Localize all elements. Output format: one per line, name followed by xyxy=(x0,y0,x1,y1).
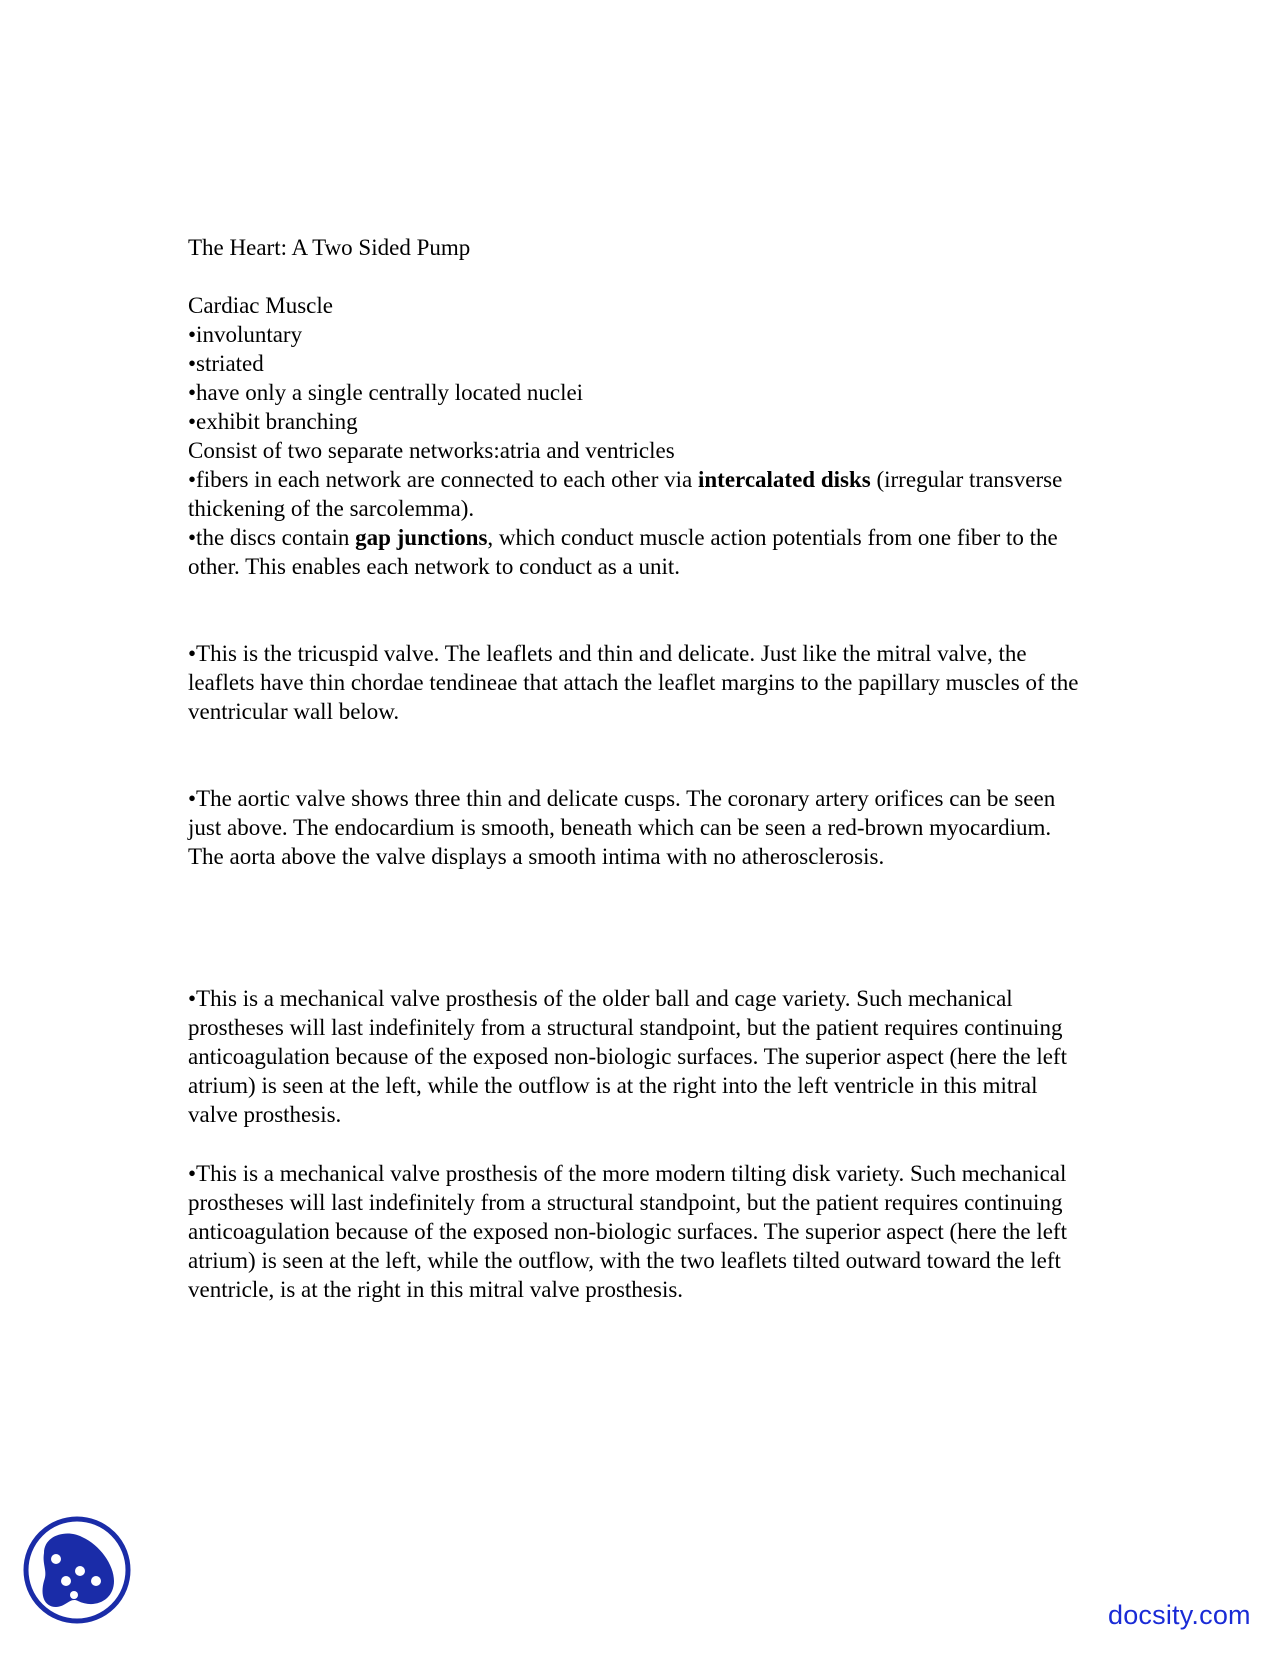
discs-text-post: , which conduct muscle action potentials from one fiber to the other. This enables each network to conduct as a unit. xyxy=(188,525,1058,579)
fibers-text-bold: intercalated disks xyxy=(697,467,871,492)
document-title: The Heart: A Two Sided Pump xyxy=(188,235,471,260)
fibers-paragraph xyxy=(188,465,1088,523)
bullet-item: •involuntary xyxy=(188,322,303,347)
tilting-disk-paragraph: •This is a mechanical valve prosthesis of the more modern tilting disk variety. Such mechanical prostheses will last indefinitely from a structural standpoint, but the patient requires continuing anticoagulation because of the exposed non-biologic surfaces. The superior aspect (here the left atrium) is seen at the left, while the outflow, with the two leaflets tilted outward toward the left ventricle, is at the right in this mitral valve prosthesis. xyxy=(188,1161,1067,1302)
discs-paragraph xyxy=(188,523,1088,581)
docsity-logo-icon[interactable] xyxy=(22,1515,132,1625)
networks-line: Consist of two separate networks:atria and ventricles xyxy=(188,438,675,463)
bullet-item: •exhibit branching xyxy=(188,409,358,434)
discs-text-pre: •the discs contain xyxy=(188,525,356,550)
docsity-brand-link[interactable]: docsity.com xyxy=(1108,1600,1251,1630)
bullet-item: •have only a single centrally located nuclei xyxy=(188,380,584,405)
tricuspid-paragraph: •This is the tricuspid valve. The leaflets and thin and delicate. Just like the mitral valve, the leaflets have thin chordae tendineae that attach the leaflet margins to the papillary muscles of the ventricular wall below. xyxy=(188,641,1079,724)
section-heading: Cardiac Muscle xyxy=(188,293,333,318)
discs-text-bold: gap junctions xyxy=(355,525,488,550)
aortic-paragraph: •The aortic valve shows three thin and delicate cusps. The coronary artery orifices can be seen just above. The endocardium is smooth, beneath which can be seen a red-brown myocardium. The aorta above the valve displays a smooth intima with no atherosclerosis. xyxy=(188,786,1056,869)
fibers-text-pre: •fibers in each network are connected to each other via xyxy=(188,467,698,492)
fibers-text-post: (irregular transverse thickening of the sarcolemma). xyxy=(188,467,1063,521)
ball-cage-paragraph: •This is a mechanical valve prosthesis of the older ball and cage variety. Such mechanical prostheses will last indefinitely from a structural standpoint, but the patient requires continuing anticoagulation because of the exposed non-biologic surfaces. The superior aspect (here the left atrium) is seen at the left, while the outflow is at the right into the left ventricle in this mitral valve prosthesis. xyxy=(188,986,1067,1127)
bullet-item: •striated xyxy=(188,351,264,376)
document-body xyxy=(188,233,1088,1304)
